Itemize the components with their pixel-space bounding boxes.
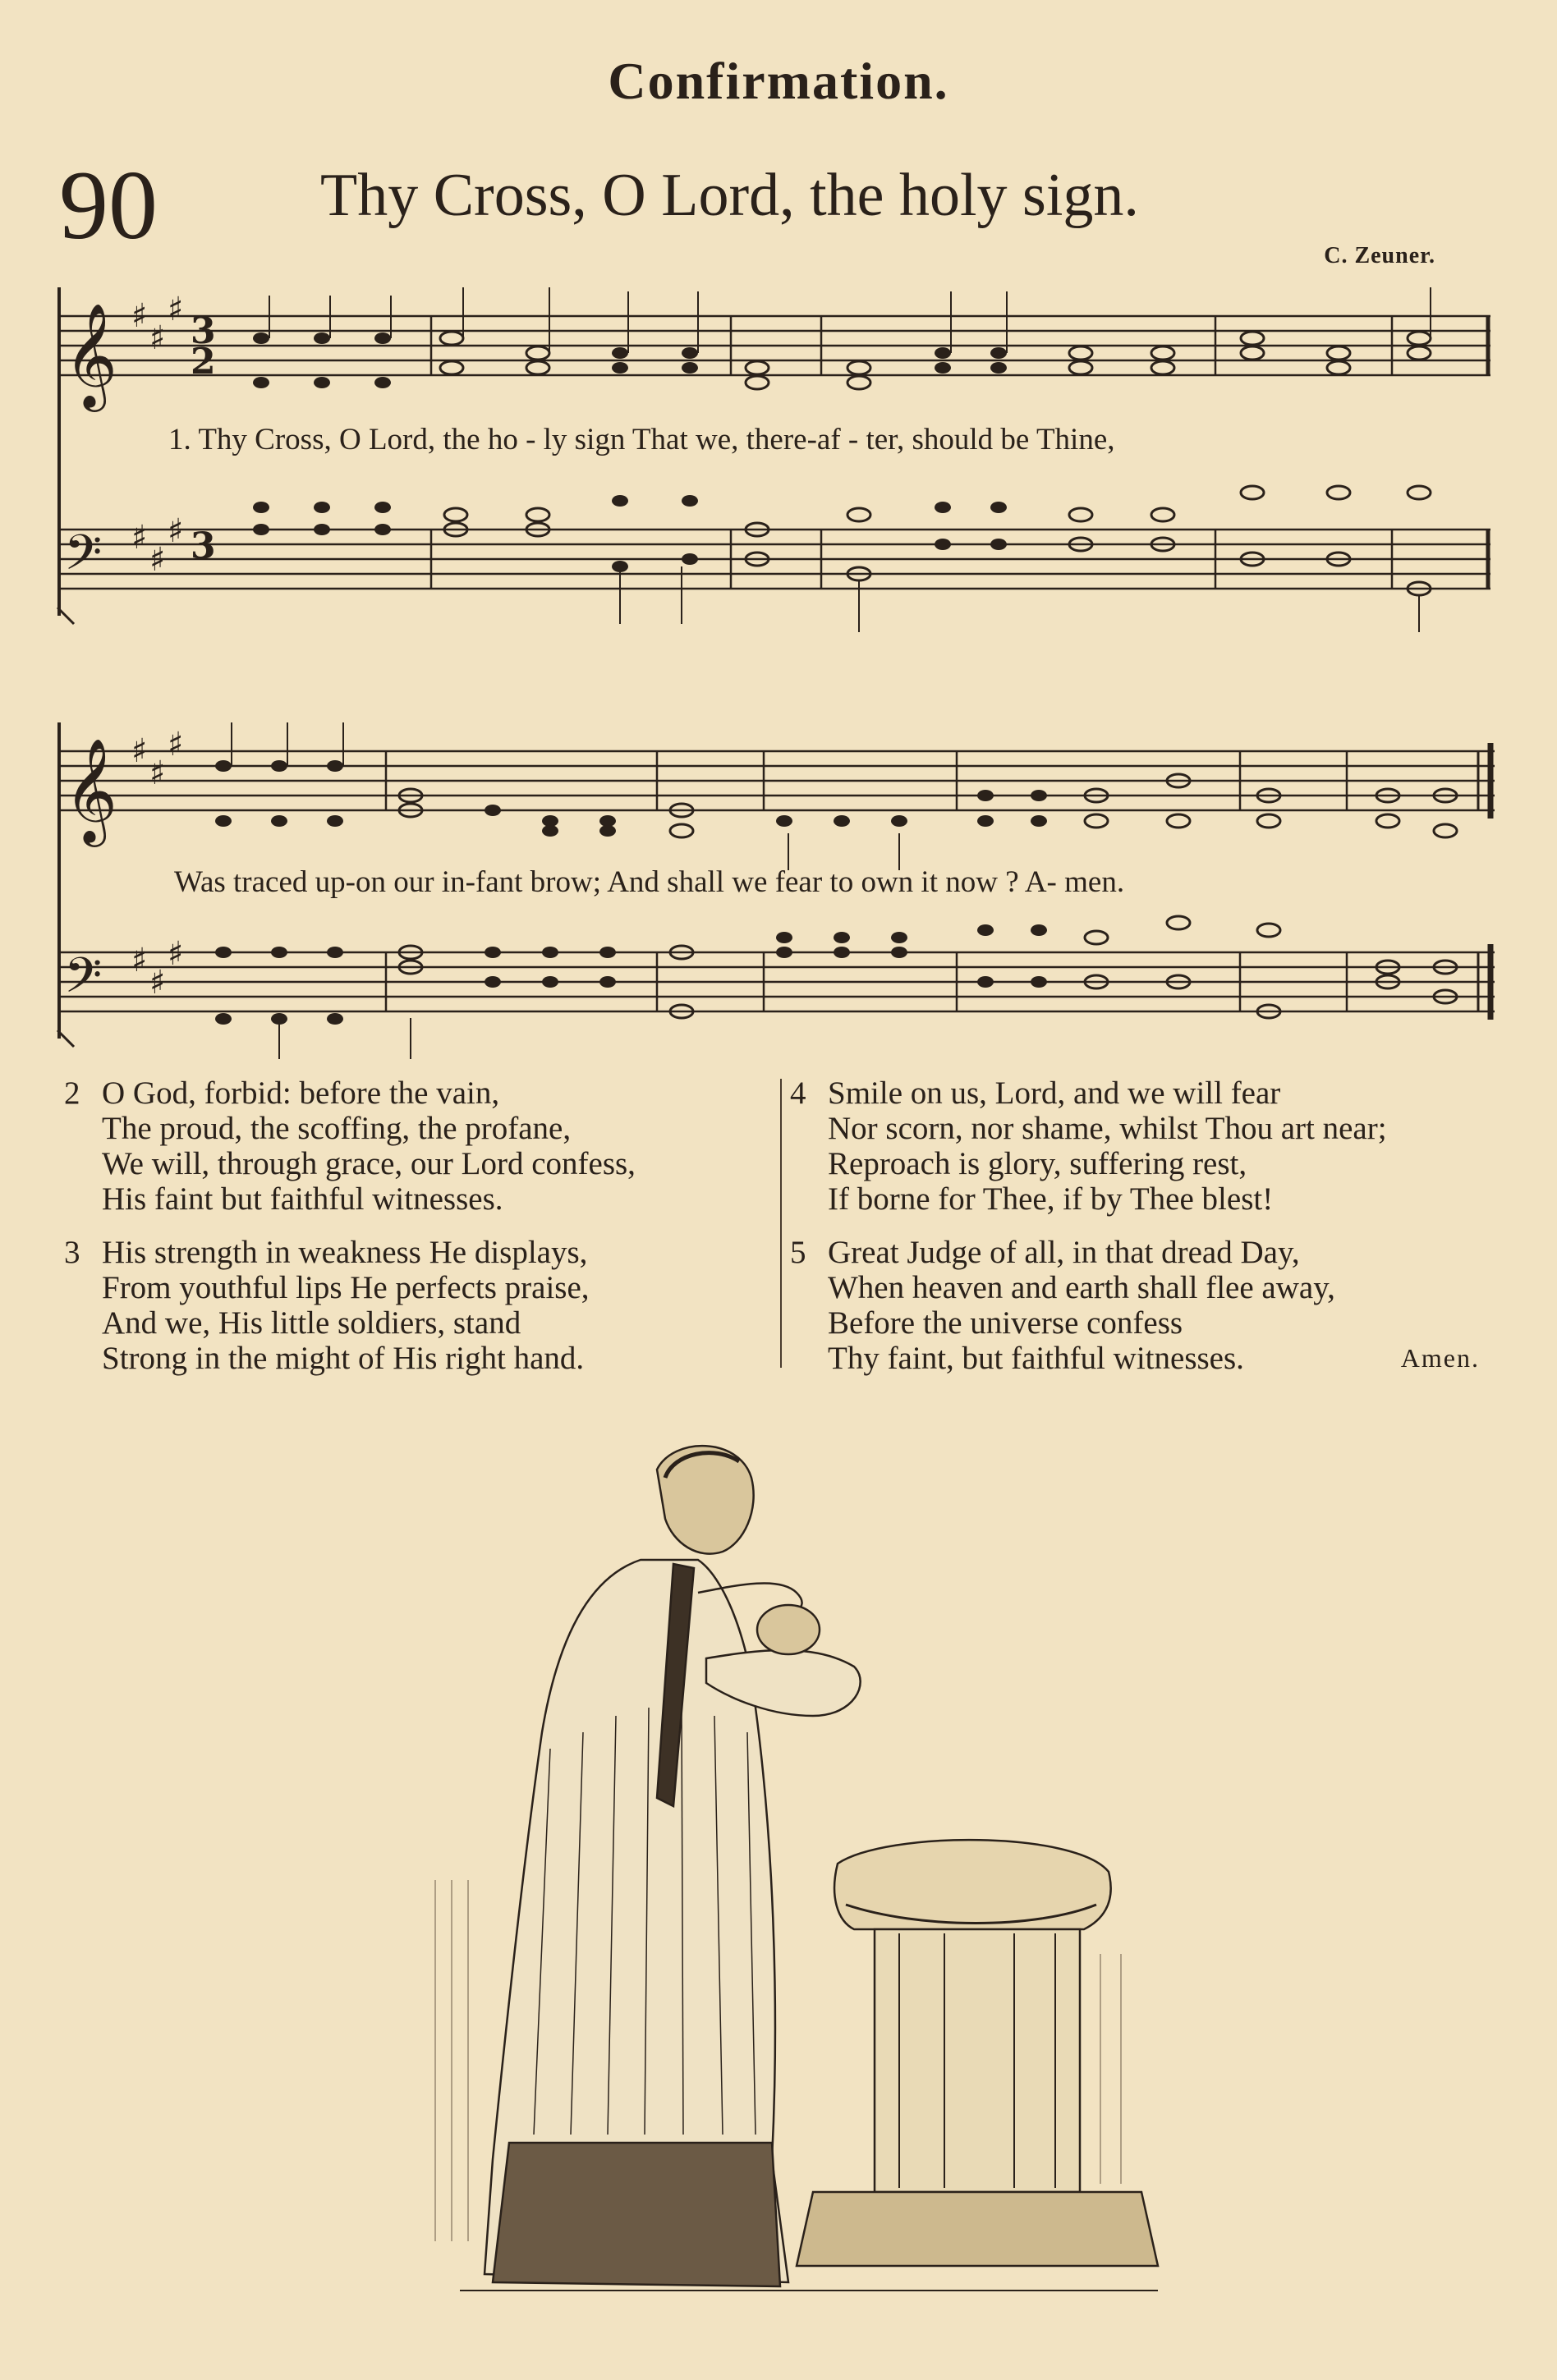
svg-text:♯: ♯ <box>131 297 148 335</box>
verse-line: We will, through grace, our Lord confess, <box>102 1146 636 1181</box>
verses-left-column <box>64 1075 770 1394</box>
lyrics-line-2: Was traced up-on our in-fant brow; And shall we fear to own it now ? A- men. <box>174 865 1125 899</box>
verse-line: Smile on us, Lord, and we will fear <box>828 1075 1281 1111</box>
verses <box>64 1075 1509 1387</box>
svg-text:♯: ♯ <box>149 754 166 792</box>
svg-text:♯: ♯ <box>149 964 166 1002</box>
verse-line: Before the universe confess <box>828 1305 1183 1341</box>
svg-text:♯: ♯ <box>168 291 184 328</box>
svg-text:3: 3 <box>191 310 216 352</box>
lyrics-line-1: 1. Thy Cross, O Lord, the ho - ly sign That we, there-af - ter, should be Thine, <box>168 423 1115 456</box>
bass-staff-2 <box>57 952 1495 1011</box>
hymn-number: 90 <box>59 150 158 259</box>
treble-staff-2 <box>57 751 1495 810</box>
verse-line: When heaven and earth shall flee away, <box>828 1270 1335 1305</box>
verse-number: 5 <box>790 1235 806 1270</box>
baptism-engraving <box>427 1420 1166 2332</box>
svg-text:♯: ♯ <box>149 319 166 357</box>
svg-text:♯: ♯ <box>168 935 184 973</box>
verse-line: And we, His little soldiers, stand <box>102 1305 521 1341</box>
verse-line: His strength in weakness He displays, <box>102 1235 588 1270</box>
svg-text:♯: ♯ <box>131 732 148 770</box>
verse-2 <box>64 1075 770 1217</box>
verse-line: O God, forbid: before the vain, <box>102 1075 500 1111</box>
bass-clef-icon: 𝄢 <box>64 524 103 593</box>
music-score <box>0 0 1557 1067</box>
svg-text:3: 3 <box>191 525 216 567</box>
verse-4 <box>790 1075 1496 1217</box>
verse-line: Thy faint, but faithful witnesses. <box>828 1341 1244 1376</box>
verse-line: Nor scorn, nor shame, whilst Thou art near; <box>828 1111 1387 1146</box>
svg-text:♯: ♯ <box>131 519 148 557</box>
svg-text:2: 2 <box>191 341 216 383</box>
verse-number: 3 <box>64 1235 80 1270</box>
svg-text:♯: ♯ <box>168 726 184 764</box>
verse-line: The proud, the scoffing, the profane, <box>102 1111 572 1146</box>
verse-3 <box>64 1235 770 1376</box>
bass-clef-icon: 𝄢 <box>64 947 103 1016</box>
treble-staff-1 <box>57 316 1490 375</box>
verses-right-column <box>790 1075 1496 1394</box>
svg-text:♯: ♯ <box>168 512 184 550</box>
verse-5 <box>790 1235 1496 1376</box>
verse-number: 4 <box>790 1075 806 1111</box>
verse-number: 2 <box>64 1075 80 1111</box>
verse-line: Reproach is glory, suffering rest, <box>828 1146 1247 1181</box>
composer: C. Zeuner. <box>1324 243 1435 268</box>
verse-line: Strong in the might of His right hand. <box>102 1341 585 1376</box>
treble-clef-icon: 𝄞 <box>64 737 118 842</box>
verse-line: If borne for Thee, if by Thee blest! <box>828 1181 1274 1217</box>
verse-line: His faint but faithful witnesses. <box>102 1181 503 1217</box>
verse-line: Great Judge of all, in that dread Day, <box>828 1235 1300 1270</box>
hymn-title: Thy Cross, O Lord, the holy sign. <box>320 162 1139 229</box>
treble-clef-icon: 𝄞 <box>64 302 118 407</box>
verse-line: From youthful lips He perfects praise, <box>102 1270 590 1305</box>
column-divider <box>780 1079 782 1368</box>
amen-label: Amen. <box>1400 1343 1480 1373</box>
svg-text:♯: ♯ <box>149 541 166 579</box>
svg-text:♯: ♯ <box>131 942 148 979</box>
bass-staff-1 <box>57 530 1490 589</box>
section-title: Confirmation. <box>608 52 949 110</box>
